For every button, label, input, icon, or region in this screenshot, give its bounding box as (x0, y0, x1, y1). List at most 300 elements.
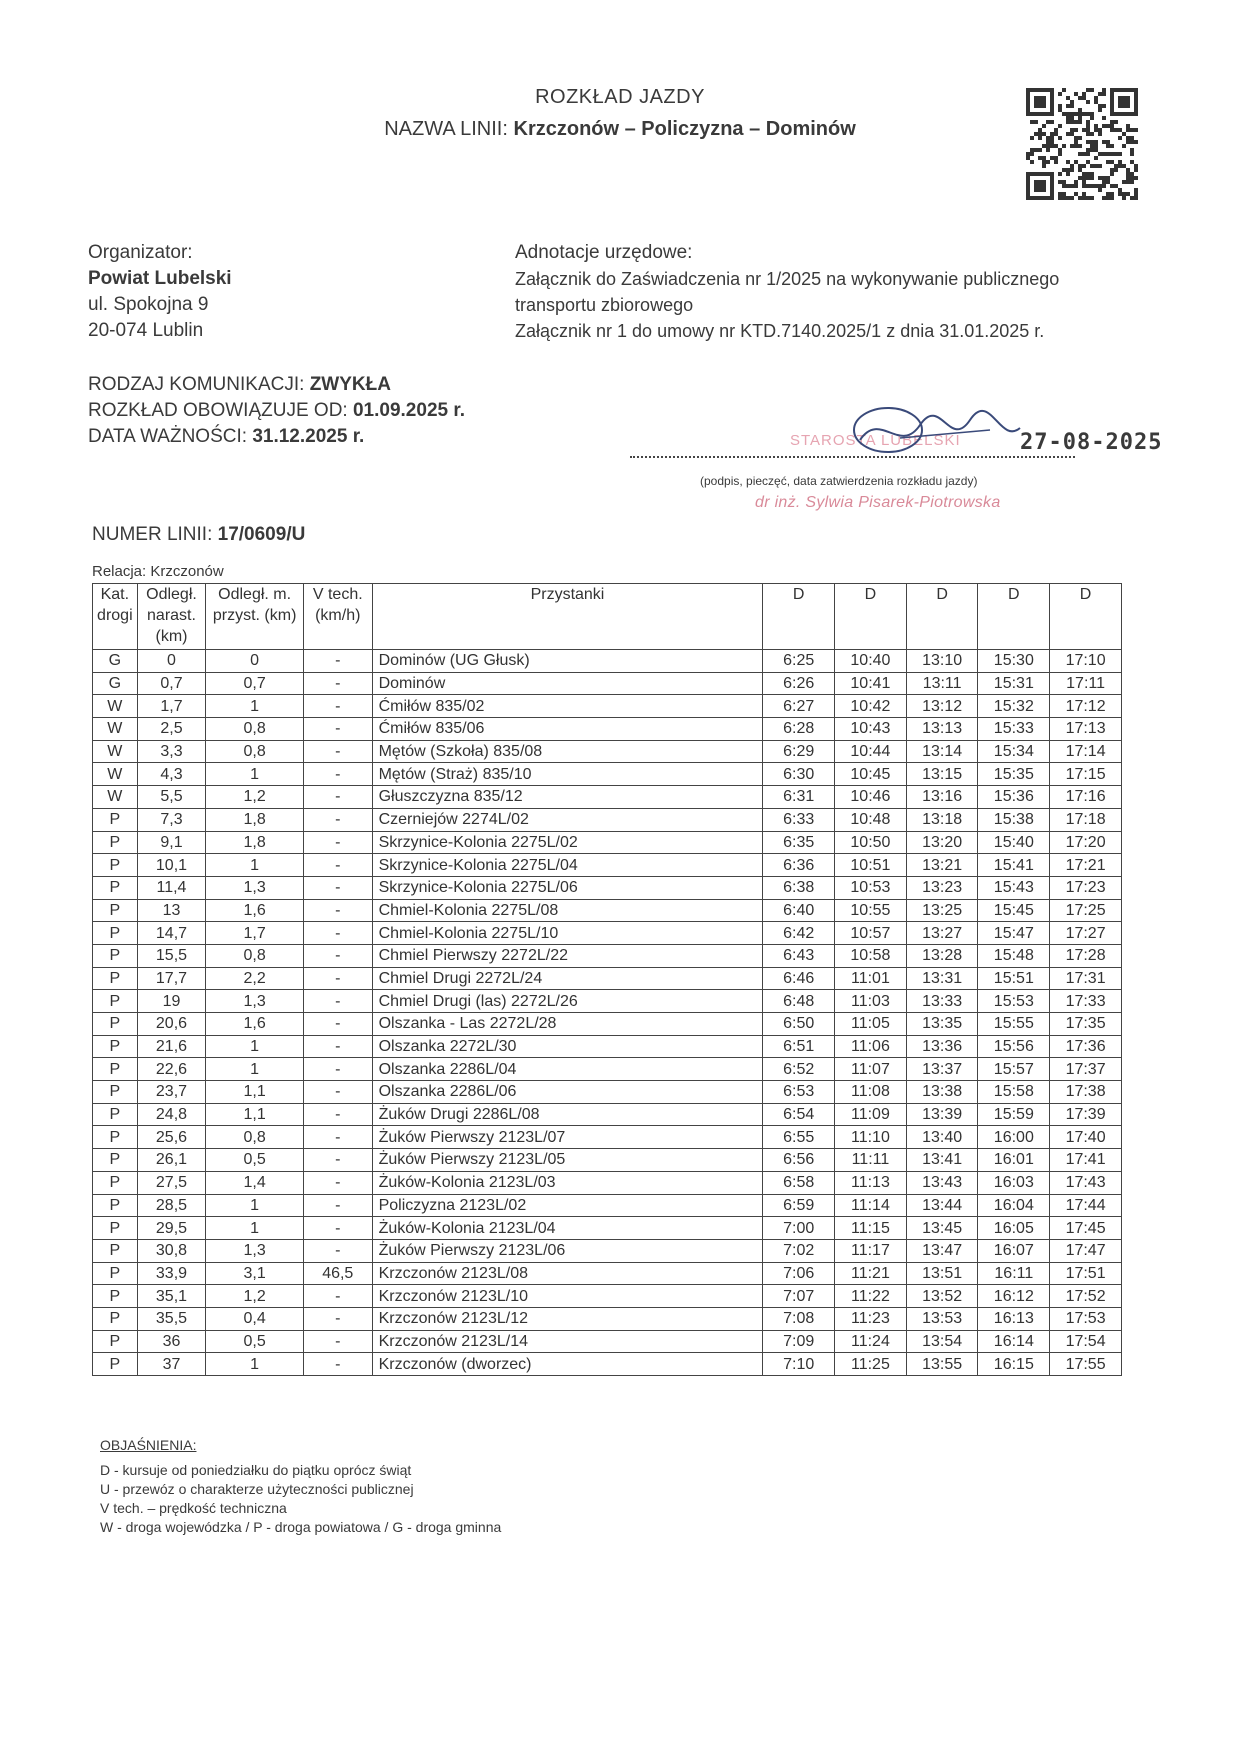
stop-name-cell: Mętów (Straż) 835/10 (372, 763, 763, 786)
table-cell: 3,1 (206, 1262, 304, 1285)
table-cell: - (303, 1013, 372, 1036)
table-cell: 17:39 (1050, 1103, 1122, 1126)
table-row (93, 1307, 1122, 1330)
table-cell: W (93, 695, 138, 718)
signature-line (630, 456, 1075, 458)
table-cell: 6:55 (763, 1126, 835, 1149)
table-cell: 15:47 (978, 922, 1050, 945)
table-cell: 16:07 (978, 1239, 1050, 1262)
table-row (93, 1103, 1122, 1126)
table-cell: 17:43 (1050, 1171, 1122, 1194)
table-cell: 15:41 (978, 854, 1050, 877)
table-cell: 2,2 (206, 967, 304, 990)
table-cell: 1,1 (206, 1081, 304, 1104)
table-cell: - (303, 1126, 372, 1149)
table-cell: 7:08 (763, 1307, 835, 1330)
table-cell: 6:54 (763, 1103, 835, 1126)
table-cell: W (93, 763, 138, 786)
table-cell: 0,5 (206, 1149, 304, 1172)
table-cell: 14,7 (137, 922, 206, 945)
table-cell: 1,7 (206, 922, 304, 945)
table-cell: 16:11 (978, 1262, 1050, 1285)
table-cell: P (93, 1058, 138, 1081)
table-cell: 7:09 (763, 1330, 835, 1353)
table-cell: P (93, 1330, 138, 1353)
table-cell: 6:53 (763, 1081, 835, 1104)
table-row (93, 695, 1122, 718)
official-stamp: STAROSTA LUBELSKI (790, 432, 961, 449)
table-cell: 21,6 (137, 1035, 206, 1058)
table-cell: P (93, 1194, 138, 1217)
stop-name-cell: Głuszczyzna 835/12 (372, 786, 763, 809)
table-cell: 7:10 (763, 1353, 835, 1376)
column-header: Kat. drogi (93, 584, 138, 650)
table-cell: 11:14 (835, 1194, 907, 1217)
table-cell: 1,2 (206, 786, 304, 809)
annotations-line-3: Załącznik nr 1 do umowy nr KTD.7140.2025/1 z dnia 31.01.2025 r. (515, 321, 1045, 341)
table-cell: 11:22 (835, 1285, 907, 1308)
table-cell: 17:14 (1050, 740, 1122, 763)
table-cell: 13:36 (906, 1035, 978, 1058)
table-cell: 17:41 (1050, 1149, 1122, 1172)
table-cell: P (93, 1239, 138, 1262)
table-cell: 19 (137, 990, 206, 1013)
column-header: D (835, 584, 907, 650)
table-cell: 15:55 (978, 1013, 1050, 1036)
table-cell: 17:53 (1050, 1307, 1122, 1330)
table-cell: 6:35 (763, 831, 835, 854)
table-cell: 13:40 (906, 1126, 978, 1149)
table-cell: 1 (206, 1353, 304, 1376)
stop-name-cell: Chmiel Pierwszy 2272L/22 (372, 944, 763, 967)
table-cell: P (93, 1262, 138, 1285)
table-cell: P (93, 1103, 138, 1126)
table-cell: P (93, 1307, 138, 1330)
table-cell: 17:20 (1050, 831, 1122, 854)
table-cell: 6:27 (763, 695, 835, 718)
table-cell: 16:12 (978, 1285, 1050, 1308)
table-cell: - (303, 786, 372, 809)
table-cell: 15:53 (978, 990, 1050, 1013)
table-cell: - (303, 1330, 372, 1353)
table-cell: 13:27 (906, 922, 978, 945)
stop-name-cell: Krzczonów 2123L/14 (372, 1330, 763, 1353)
table-cell: 11:09 (835, 1103, 907, 1126)
table-cell: 5,5 (137, 786, 206, 809)
table-cell: 11,4 (137, 876, 206, 899)
annotations-line-1: Załącznik do Zaświadczenia nr 1/2025 na wykonywanie publicznego (515, 269, 1060, 289)
table-cell: - (303, 1171, 372, 1194)
table-cell: 7:07 (763, 1285, 835, 1308)
stop-name-cell: Żuków Pierwszy 2123L/07 (372, 1126, 763, 1149)
table-row (93, 1081, 1122, 1104)
table-cell: 6:59 (763, 1194, 835, 1217)
table-row (93, 1330, 1122, 1353)
table-cell: - (303, 1194, 372, 1217)
table-cell: 13:44 (906, 1194, 978, 1217)
table-cell: 13:43 (906, 1171, 978, 1194)
table-cell: 13:45 (906, 1217, 978, 1240)
table-cell: 16:15 (978, 1353, 1050, 1376)
table-cell: - (303, 1239, 372, 1262)
table-cell: 6:52 (763, 1058, 835, 1081)
stop-name-cell: Żuków Pierwszy 2123L/05 (372, 1149, 763, 1172)
table-row (93, 1035, 1122, 1058)
table-cell: 11:23 (835, 1307, 907, 1330)
column-header: Odległ. m. przyst. (km) (206, 584, 304, 650)
table-row (93, 831, 1122, 854)
table-cell: 6:33 (763, 808, 835, 831)
table-cell: 7:02 (763, 1239, 835, 1262)
table-row (93, 1058, 1122, 1081)
table-cell: P (93, 808, 138, 831)
table-cell: 1 (206, 1035, 304, 1058)
table-cell: - (303, 808, 372, 831)
table-row (93, 763, 1122, 786)
table-row (93, 740, 1122, 763)
line-number: NUMER LINII: 17/0609/U (92, 524, 306, 545)
table-cell: 10:58 (835, 944, 907, 967)
table-cell: 7,3 (137, 808, 206, 831)
table-cell: 1 (206, 854, 304, 877)
table-row (93, 1013, 1122, 1036)
table-cell: 13:51 (906, 1262, 978, 1285)
table-cell: 13:21 (906, 854, 978, 877)
table-cell: - (303, 1149, 372, 1172)
line-name-label: NAZWA LINII: (384, 118, 508, 140)
table-cell: 17:37 (1050, 1058, 1122, 1081)
table-cell: 6:30 (763, 763, 835, 786)
table-cell: 17:16 (1050, 786, 1122, 809)
table-cell: 6:48 (763, 990, 835, 1013)
organizer-label: Organizator: (88, 242, 193, 263)
stop-name-cell: Olszanka 2286L/04 (372, 1058, 763, 1081)
column-header: D (906, 584, 978, 650)
table-row (93, 967, 1122, 990)
column-header: D (1050, 584, 1122, 650)
table-cell: 13:31 (906, 967, 978, 990)
table-cell: 13:25 (906, 899, 978, 922)
table-cell: 0,5 (206, 1330, 304, 1353)
table-cell: 1,1 (206, 1103, 304, 1126)
stop-name-cell: Chmiel Drugi 2272L/24 (372, 967, 763, 990)
table-cell: 6:51 (763, 1035, 835, 1058)
table-cell: - (303, 899, 372, 922)
document-title: ROZKŁAD JAZDY (535, 86, 705, 108)
table-cell: 17:28 (1050, 944, 1122, 967)
table-cell: 6:29 (763, 740, 835, 763)
organizer-block (88, 240, 232, 344)
table-row (93, 1194, 1122, 1217)
table-cell: 0,8 (206, 1126, 304, 1149)
table-cell: 17:11 (1050, 672, 1122, 695)
stop-name-cell: Żuków Pierwszy 2123L/06 (372, 1239, 763, 1262)
table-cell: 13:38 (906, 1081, 978, 1104)
table-cell: 15:33 (978, 718, 1050, 741)
timetable-body (93, 650, 1122, 1376)
table-cell: 15:58 (978, 1081, 1050, 1104)
table-cell: - (303, 1058, 372, 1081)
column-header: Przystanki (372, 584, 763, 650)
table-cell: 1,6 (206, 899, 304, 922)
table-cell: 17:12 (1050, 695, 1122, 718)
table-cell: 13:33 (906, 990, 978, 1013)
table-cell: 1,3 (206, 876, 304, 899)
table-cell: 6:56 (763, 1149, 835, 1172)
table-cell: 15:56 (978, 1035, 1050, 1058)
valid-from: ROZKŁAD OBOWIĄZUJE OD: 01.09.2025 r. (88, 400, 465, 421)
table-cell: W (93, 740, 138, 763)
table-cell: 1,4 (206, 1171, 304, 1194)
table-row (93, 672, 1122, 695)
table-cell: 29,5 (137, 1217, 206, 1240)
table-row (93, 650, 1122, 673)
table-cell: 11:08 (835, 1081, 907, 1104)
table-cell: 6:46 (763, 967, 835, 990)
table-cell: 15:30 (978, 650, 1050, 673)
table-cell: 25,6 (137, 1126, 206, 1149)
table-cell: - (303, 740, 372, 763)
table-cell: - (303, 1353, 372, 1376)
stop-name-cell: Krzczonów 2123L/08 (372, 1262, 763, 1285)
stop-name-cell: Skrzynice-Kolonia 2275L/02 (372, 831, 763, 854)
table-cell: 3,3 (137, 740, 206, 763)
table-cell: - (303, 1307, 372, 1330)
table-cell: 10:53 (835, 876, 907, 899)
table-cell: 16:00 (978, 1126, 1050, 1149)
table-cell: 16:04 (978, 1194, 1050, 1217)
table-cell: 1,8 (206, 831, 304, 854)
table-cell: 6:50 (763, 1013, 835, 1036)
table-cell: 17:18 (1050, 808, 1122, 831)
stop-name-cell: Olszanka 2286L/06 (372, 1081, 763, 1104)
table-cell: 7:00 (763, 1217, 835, 1240)
table-cell: 17:15 (1050, 763, 1122, 786)
table-cell: 1 (206, 1058, 304, 1081)
timetable (92, 583, 1122, 1376)
table-cell: 10,1 (137, 854, 206, 877)
table-cell: 13:35 (906, 1013, 978, 1036)
table-cell: 13:37 (906, 1058, 978, 1081)
table-cell: 17:23 (1050, 876, 1122, 899)
table-cell: 17:10 (1050, 650, 1122, 673)
table-row (93, 808, 1122, 831)
table-cell: - (303, 763, 372, 786)
table-cell: 1,3 (206, 1239, 304, 1262)
table-cell: 11:15 (835, 1217, 907, 1240)
table-cell: 0,7 (137, 672, 206, 695)
table-cell: 16:03 (978, 1171, 1050, 1194)
legend-title: OBJAŚNIENIA: (100, 1437, 197, 1453)
table-cell: 15:35 (978, 763, 1050, 786)
table-row (93, 1262, 1122, 1285)
table-cell: - (303, 854, 372, 877)
table-cell: 11:03 (835, 990, 907, 1013)
table-cell: 10:48 (835, 808, 907, 831)
table-cell: - (303, 922, 372, 945)
table-cell: 15:51 (978, 967, 1050, 990)
table-cell: 6:28 (763, 718, 835, 741)
table-cell: 4,3 (137, 763, 206, 786)
table-cell: 15:45 (978, 899, 1050, 922)
table-cell: 16:05 (978, 1217, 1050, 1240)
table-cell: 9,1 (137, 831, 206, 854)
stop-name-cell: Chmiel Drugi (las) 2272L/26 (372, 990, 763, 1013)
table-cell: P (93, 1217, 138, 1240)
stop-name-cell: Chmiel-Kolonia 2275L/08 (372, 899, 763, 922)
table-cell: 10:46 (835, 786, 907, 809)
table-cell: 13:55 (906, 1353, 978, 1376)
table-cell: 13:16 (906, 786, 978, 809)
table-cell: 6:25 (763, 650, 835, 673)
table-cell: P (93, 990, 138, 1013)
column-header: Odległ. narast. (km) (137, 584, 206, 650)
table-cell: 15:43 (978, 876, 1050, 899)
table-cell: 35,5 (137, 1307, 206, 1330)
table-row (93, 854, 1122, 877)
table-cell: 1,7 (137, 695, 206, 718)
table-cell: 11:17 (835, 1239, 907, 1262)
table-cell: P (93, 967, 138, 990)
table-cell: 17:31 (1050, 967, 1122, 990)
service-info (88, 372, 465, 450)
table-cell: - (303, 1103, 372, 1126)
table-cell: 15:36 (978, 786, 1050, 809)
table-cell: 37 (137, 1353, 206, 1376)
qr-code-graphic (1026, 88, 1138, 200)
table-row (93, 1217, 1122, 1240)
annotations-block (515, 240, 1175, 344)
table-row (93, 1149, 1122, 1172)
table-cell: 20,6 (137, 1013, 206, 1036)
table-cell: W (93, 786, 138, 809)
stop-name-cell: Krzczonów 2123L/10 (372, 1285, 763, 1308)
table-cell: 15:48 (978, 944, 1050, 967)
table-cell: 6:40 (763, 899, 835, 922)
table-cell: 13:10 (906, 650, 978, 673)
stop-name-cell: Ćmiłów 835/06 (372, 718, 763, 741)
table-cell: P (93, 944, 138, 967)
organizer-street: ul. Spokojna 9 (88, 294, 209, 315)
signatory-name: dr inż. Sylwia Pisarek-Piotrowska (755, 494, 1001, 511)
table-cell: 35,1 (137, 1285, 206, 1308)
table-cell: P (93, 876, 138, 899)
table-cell: 10:45 (835, 763, 907, 786)
table-cell: - (303, 672, 372, 695)
table-cell: 17:47 (1050, 1239, 1122, 1262)
table-cell: - (303, 1217, 372, 1240)
table-cell: 46,5 (303, 1262, 372, 1285)
table-cell: P (93, 899, 138, 922)
table-cell: 17:52 (1050, 1285, 1122, 1308)
table-cell: 17:38 (1050, 1081, 1122, 1104)
expiry-date: DATA WAŻNOŚCI: 31.12.2025 r. (88, 426, 365, 447)
stop-name-cell: Czerniejów 2274L/02 (372, 808, 763, 831)
table-cell: 13:52 (906, 1285, 978, 1308)
table-cell: 17,7 (137, 967, 206, 990)
table-cell: 1,6 (206, 1013, 304, 1036)
column-header: D (978, 584, 1050, 650)
table-cell: 0,8 (206, 718, 304, 741)
table-cell: P (93, 1126, 138, 1149)
stop-name-cell: Chmiel-Kolonia 2275L/10 (372, 922, 763, 945)
table-cell: 24,8 (137, 1103, 206, 1126)
table-cell: 6:38 (763, 876, 835, 899)
table-cell: 10:50 (835, 831, 907, 854)
table-cell: P (93, 854, 138, 877)
table-cell: 11:07 (835, 1058, 907, 1081)
table-cell: 11:05 (835, 1013, 907, 1036)
table-cell: W (93, 718, 138, 741)
table-cell: P (93, 1081, 138, 1104)
table-cell: 1,8 (206, 808, 304, 831)
table-cell: 17:27 (1050, 922, 1122, 945)
table-row (93, 899, 1122, 922)
table-cell: - (303, 718, 372, 741)
table-cell: 17:55 (1050, 1353, 1122, 1376)
table-cell: 17:44 (1050, 1194, 1122, 1217)
table-cell: 10:41 (835, 672, 907, 695)
stop-name-cell: Żuków-Kolonia 2123L/03 (372, 1171, 763, 1194)
table-cell: 15:38 (978, 808, 1050, 831)
table-cell: 10:51 (835, 854, 907, 877)
column-header: V tech. (km/h) (303, 584, 372, 650)
table-cell: - (303, 1285, 372, 1308)
table-cell: 28,5 (137, 1194, 206, 1217)
service-type: RODZAJ KOMUNIKACJI: ZWYKŁA (88, 374, 391, 395)
table-cell: 17:54 (1050, 1330, 1122, 1353)
table-cell: - (303, 876, 372, 899)
table-cell: 10:44 (835, 740, 907, 763)
table-cell: 13:28 (906, 944, 978, 967)
table-cell: 11:21 (835, 1262, 907, 1285)
legend-item: W - droga wojewódzka / P - droga powiatowa / G - droga gminna (100, 1519, 502, 1535)
table-row (93, 1353, 1122, 1376)
table-cell: 17:40 (1050, 1126, 1122, 1149)
table-cell: 10:57 (835, 922, 907, 945)
approval-date-stamp: 27-08-2025 (1020, 430, 1163, 455)
table-cell: 13:18 (906, 808, 978, 831)
table-row (93, 1171, 1122, 1194)
table-cell: 16:13 (978, 1307, 1050, 1330)
stop-name-cell: Dominów (372, 672, 763, 695)
table-cell: 22,6 (137, 1058, 206, 1081)
table-cell: 1,3 (206, 990, 304, 1013)
table-cell: 17:36 (1050, 1035, 1122, 1058)
table-cell: 26,1 (137, 1149, 206, 1172)
annotations-label: Adnotacje urzędowe: (515, 242, 693, 263)
table-cell: 1 (206, 1217, 304, 1240)
table-cell: - (303, 831, 372, 854)
organizer-name: Powiat Lubelski (88, 268, 232, 289)
table-cell: 15:57 (978, 1058, 1050, 1081)
legend-item: U - przewóz o charakterze użyteczności publicznej (100, 1481, 414, 1497)
table-cell: 17:51 (1050, 1262, 1122, 1285)
table-cell: 11:01 (835, 967, 907, 990)
table-cell: 6:36 (763, 854, 835, 877)
table-cell: - (303, 650, 372, 673)
table-row (93, 1239, 1122, 1262)
table-cell: 6:31 (763, 786, 835, 809)
table-cell: - (303, 967, 372, 990)
table-cell: 17:33 (1050, 990, 1122, 1013)
table-cell: 16:14 (978, 1330, 1050, 1353)
table-row (93, 876, 1122, 899)
stop-name-cell: Żuków-Kolonia 2123L/04 (372, 1217, 763, 1240)
stop-name-cell: Dominów (UG Głusk) (372, 650, 763, 673)
table-cell: 11:13 (835, 1171, 907, 1194)
legend-item: V tech. – prędkość techniczna (100, 1500, 287, 1516)
